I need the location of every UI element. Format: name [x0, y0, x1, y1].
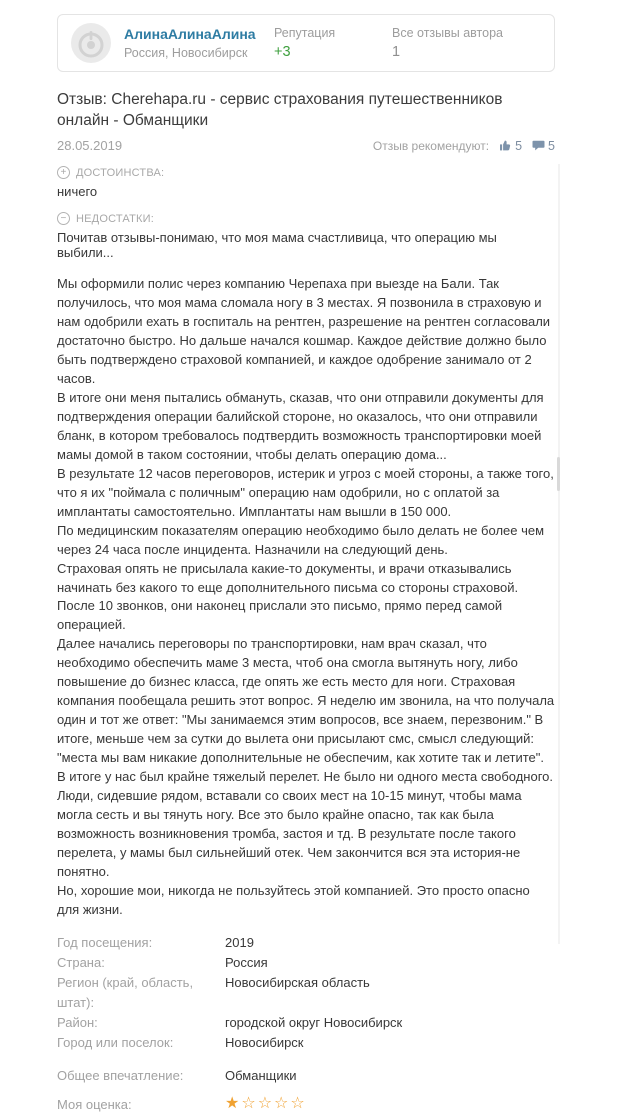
cons-header [57, 212, 555, 225]
review-paragraph: В результате 12 часов переговоров, истерик и угроз с моей стороны, а также того, что я их "поймала с поличным" операцию нам одобрили, но с оплатой за имплантаты самостоятельно. Имплантаты нам вышли в 150 000. [57, 465, 554, 519]
detail-label: Регион (край, область, штат): [57, 974, 194, 1010]
detail-label: Город или поселок: [57, 1034, 174, 1050]
review-page [57, 14, 555, 1115]
impression-row [57, 1066, 555, 1086]
review-paragraph: После 10 звонков, они наконец прислали это письмо, прямо перед самой операцией. [57, 598, 503, 633]
impression-label: Общее впечатление: [57, 1067, 184, 1083]
review-title: Отзыв: Cherehapa.ru - сервис страхования путешественников онлайн - Обманщики [57, 91, 503, 129]
star-empty-icon: ☆ [274, 1094, 291, 1112]
recommend-block [373, 139, 555, 153]
author-reviews-block [392, 26, 510, 60]
review-paragraph: Но, хорошие мои, никогда не пользуйтесь этой компанией. Это просто опасно для жизни. [57, 883, 530, 917]
comments-count[interactable]: 5 [548, 138, 555, 153]
reputation-label: Репутация [274, 26, 336, 40]
detail-row [57, 1013, 555, 1033]
user-avatar-icon[interactable] [71, 23, 111, 63]
author-card [57, 14, 555, 72]
minus-circle-icon: − [57, 212, 70, 225]
detail-row [57, 933, 555, 953]
rating-row [57, 1095, 555, 1115]
detail-label: Год посещения: [57, 934, 153, 950]
comment-icon[interactable] [532, 140, 545, 152]
detail-label: Страна: [57, 954, 105, 970]
review-paragraph: Страховая опять не присылала какие-то документы, и врачи отказывались начинать без какого то еще дополнительного письма со стороны страховой. [57, 560, 519, 595]
author-reviews-label: Все отзывы автора [392, 26, 503, 40]
star-filled-icon: ★ [225, 1094, 242, 1112]
cons-label: НЕДОСТАТКИ: [76, 212, 154, 225]
pros-section [57, 166, 555, 199]
cons-value: Почитав отзывы-понимаю, что моя мама счастливица, что операцию мы выбили... [57, 230, 497, 260]
recommend-label: Отзыв рекомендуют: [372, 138, 490, 153]
reputation-block [274, 26, 392, 60]
rating-label: Моя оценка: [57, 1096, 132, 1112]
detail-value: Новосибирск [225, 1034, 304, 1050]
star-rating [225, 1095, 307, 1115]
review-paragraph: В итоге они меня пытались обмануть, сказав, что они отправили документы для подтверждения операции балийской стороне, но оказалось, что они отправили бланк, в котором требовалось подтвердить возможность транспортировки моей мамы домой в таком состоянии, чтобы делать операцию дома... [57, 389, 544, 462]
detail-value: 2019 [225, 934, 254, 950]
review-date: 28.05.2019 [57, 138, 123, 153]
star-empty-icon: ☆ [241, 1094, 258, 1112]
detail-value: Россия [225, 954, 268, 970]
review-paragraph: Далее начались переговоры по транспортировки, нам врач сказал, что необходимо обеспечить маме 3 места, чтоб она смогла вытянуть ногу, либо повышение до бизнес класса, где опять же есть место для ноги. Страховая компания пообещала решить этот вопрос. Я неделю им звонила, на что получала один и тот же ответ: "Мы занимаемся этим вопросов, все знаем, перезвоним." В итоге, меньше чем за сутки до вылета они присылают смс, смысл следующий: "места мы вам никакие дополнительные не обеспечим, как хотите так и летите". [57, 636, 555, 766]
review-paragraph: Мы оформили полис через компанию Черепаха при выезде на Бали. Так получилось, что моя мама сломала ногу в 3 местах. Я позвонила в страховую и нам одобрили ехать в госпиталь на рентген, разрешение на рентген согласовали достаточно быстро. Но дальше начался кошмар. Каждое действие должно было быть подтверждено страховой компанией, и каждое одобрение занимало от 2 часов. [57, 276, 551, 386]
cons-section [57, 212, 555, 260]
pros-value: ничего [57, 184, 98, 199]
detail-value: городской округ Новосибирск [225, 1014, 403, 1030]
review-details [57, 933, 555, 1053]
review-body [57, 275, 555, 920]
impression-value: Обманщики [225, 1067, 297, 1083]
star-empty-icon: ☆ [257, 1094, 275, 1112]
review-paragraph: В итоге у нас был крайне тяжелый перелет. Не было ни одного места свободного. Люди, сидевшие рядом, вставали со своих мест на 10-15 минут, чтобы мама могла сесть и вы тянуть ногу. Все это было крайне опасно, так как была возможность возникновения тромба, застоя и тд. В результате после такого перелета, у мамы был сильнейший отек. Чем закончится вся эта история-не понятно. [57, 769, 554, 880]
scrollbar-thumb[interactable] [557, 457, 560, 491]
reputation-value: +3 [274, 44, 291, 60]
plus-circle-icon: + [57, 166, 70, 179]
detail-value: Новосибирская область [225, 974, 370, 990]
likes-count[interactable]: 5 [515, 138, 523, 153]
scrollbar-track[interactable] [558, 164, 560, 944]
detail-label: Район: [57, 1014, 98, 1030]
impression-rating-block [57, 1066, 555, 1115]
author-info [124, 26, 274, 60]
pros-label: ДОСТОИНСТВА: [76, 166, 165, 179]
pros-header [57, 166, 555, 179]
review-meta-row [57, 138, 555, 153]
review-paragraph: По медицинским показателям операцию необходимо было делать не более чем через 24 часа после инцидента. Назначили на следующий день. [57, 522, 545, 557]
thumb-up-icon[interactable] [499, 139, 512, 152]
detail-row [57, 1033, 555, 1053]
detail-row [57, 973, 555, 1013]
author-name-link[interactable]: АлинаАлинаАлина [124, 26, 256, 42]
detail-row [57, 953, 555, 973]
author-reviews-count[interactable]: 1 [392, 44, 401, 60]
author-location: Россия, Новосибирск [124, 46, 248, 60]
star-empty-icon: ☆ [290, 1094, 307, 1112]
